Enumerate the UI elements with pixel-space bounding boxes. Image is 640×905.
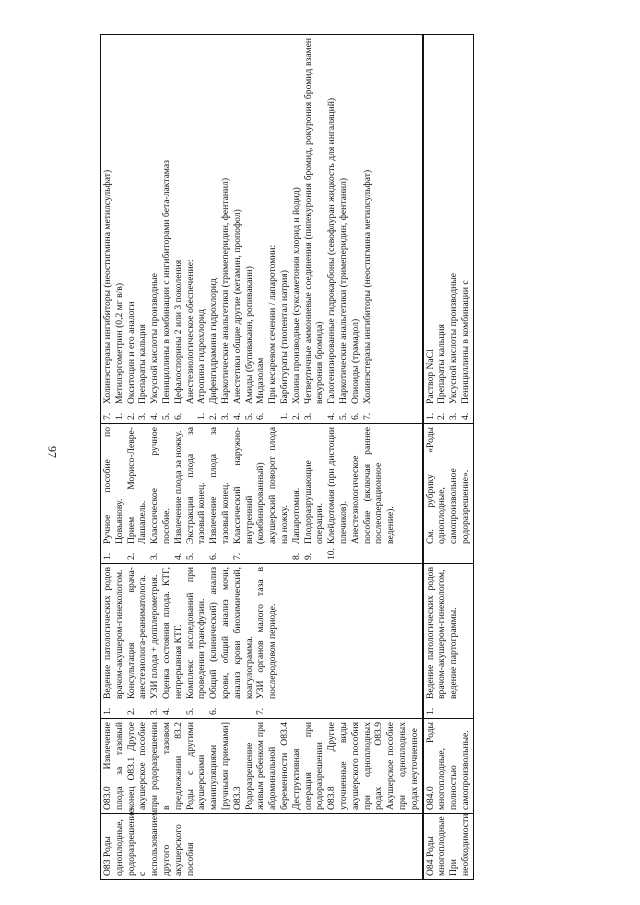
list-item (102, 38, 114, 420)
list-item (232, 427, 291, 560)
list-item (126, 38, 138, 420)
list-item (291, 38, 303, 420)
item-number: 6. (255, 412, 267, 420)
item-number: 4. (160, 707, 172, 715)
item-number: 1. (102, 707, 113, 715)
cell-diagnostics (423, 564, 474, 719)
item-number: 1. (424, 412, 436, 420)
item-number: 3. (137, 412, 149, 420)
item-number: 9. (302, 552, 314, 560)
item-text: Консультация врача-анестезиолога-реаниматолога. (125, 567, 149, 699)
item-number: 6. (208, 707, 220, 715)
item-number: 1. (102, 552, 113, 560)
cell-subcodes: O83.0 Извлечение плода за тазовый конец O83.1 Другое акушерское пособие при родоразрешении в тазовом предлежании 83.2 Роды с другими акушерскими манипуляциями [ручными приемами] O83.3 Родоразрешение живым ребенком при абдоминальной беременности O83.4 Деструктивная операция при родоразрешении O83.8 Другие уточненные виды акушерского пособия при одноплодных родах O83.9 Акушерское пособие при одноплодных родах неуточненное (101, 719, 423, 814)
cell-code: O83 Роды одноплодные, родоразрешение с использованием другого акушерского пособия (101, 814, 423, 880)
item-text: Препараты кальция (137, 324, 149, 404)
cell-drugs (423, 35, 474, 424)
item-text: Пенициллины в комбинации с ингибиторами бета-лактамаз (160, 160, 172, 404)
list-item (208, 427, 232, 560)
item-text: Четвертичные аммониевые соединения (пипекурония бромид, рокурония бромид взамен векурония бромида) (302, 38, 326, 404)
item-text: Анестезиологическое обеспечение: (184, 259, 196, 404)
item-number: 1. (113, 412, 125, 420)
list-item (137, 38, 149, 420)
item-number: 7. (255, 707, 267, 715)
list-item (448, 38, 460, 420)
list-item (173, 38, 185, 420)
list-item (196, 38, 208, 420)
list-item (161, 38, 173, 420)
list-item (460, 38, 472, 420)
item-number: 1. (196, 412, 208, 420)
item-text: Уксусной кислоты производные (448, 273, 460, 404)
item-number: 1. (278, 412, 290, 420)
item-number: 1. (424, 707, 436, 715)
list-item (220, 38, 232, 420)
list-item (291, 427, 303, 560)
item-number: 4. (172, 552, 184, 560)
item-number: 2. (290, 412, 302, 420)
cell-treatment (423, 424, 474, 564)
cell-diagnostics (101, 564, 423, 719)
cell-subcodes: O84.0 Роды многоплодные, полностью самопроизвольные. (423, 719, 474, 814)
item-number (425, 544, 472, 560)
item-number: 5. (337, 412, 349, 420)
item-text: Извлечение плода за ножку. (172, 430, 184, 544)
item-number: 8. (290, 552, 302, 560)
item-text: Комплекс исследований при проведении трансфузии. (184, 567, 208, 699)
cell-drugs (101, 35, 423, 424)
item-text: Наркотические анальгетики (тримеперидин, фентанил) (337, 177, 349, 404)
item-text: Галогенизированные гидрокарбоны (севофлуран жидкость для ингаляций) (326, 97, 338, 404)
list-item (425, 38, 437, 420)
item-text: Пенициллины в комбинации с (459, 280, 471, 404)
list-item (255, 38, 267, 420)
item-number: 7. (361, 412, 373, 420)
item-number (185, 404, 197, 420)
list-item (185, 427, 209, 560)
item-text: Экстракция плода за тазовый конец. (184, 427, 208, 544)
list-item (303, 38, 327, 420)
item-number: 2. (125, 552, 137, 560)
item-number: 3. (149, 552, 161, 560)
item-text: УЗИ органов малого таза в послеродовом периоде. (255, 567, 279, 699)
list-item (425, 567, 460, 715)
item-text: Ведение патологических родов врачом-акушером-гинекологом, ведение партограммы. (424, 567, 460, 699)
item-number: 3. (219, 412, 231, 420)
item-text: Уксусной кислоты производные (149, 273, 161, 404)
item-number: 4. (149, 412, 161, 420)
item-text: Цефалоспорины 2 или 3 поколения (172, 259, 184, 404)
item-text: Препараты кальция (436, 324, 448, 404)
list-item (436, 38, 448, 420)
list-item (126, 427, 150, 560)
list-item (350, 427, 397, 560)
list-item (232, 38, 244, 420)
list-item (185, 38, 197, 420)
item-text: Анестетики общие другие (кетамин, пропофол) (231, 209, 243, 404)
item-number: 4. (326, 412, 338, 420)
list-item (267, 38, 279, 420)
item-text: Метилэргометрин (0,2 мг в/в) (113, 282, 125, 404)
item-text: Наркотические анальгетики (тримеперидин, фентанил) (219, 177, 231, 404)
item-text: Извлечение плода за тазовый конец. (208, 427, 231, 544)
list-item (126, 567, 150, 715)
item-number: 3. (302, 412, 314, 420)
item-number: 7. (231, 552, 243, 560)
list-item (185, 567, 209, 715)
list-item (161, 567, 185, 715)
item-number: 4. (231, 412, 243, 420)
list-item (114, 38, 126, 420)
list-item (350, 38, 362, 420)
item-text: Атропина гидрохлорид (196, 309, 208, 404)
item-text: Холинэстеразы ингибиторы (неостигмина метилсульфат) (361, 169, 373, 404)
item-number: 6. (349, 412, 361, 420)
item-number (350, 544, 397, 560)
list-item (244, 38, 256, 420)
item-text: Холина производные (суксаметония хлорид и йодид) (290, 187, 302, 404)
list-item (338, 38, 350, 420)
list-item (425, 427, 472, 560)
item-text: Общий (клинический) анализ крови, общий анализ мочи, анализ крови биохимический, коагулограмма. (208, 567, 255, 699)
item-text: Клейдотомия (при дистоции плечиков). (326, 427, 349, 544)
item-text: Опиоиды (трамадол) (349, 318, 361, 404)
item-text: Мидазолам (255, 357, 267, 404)
item-number: 5. (184, 552, 196, 560)
item-text: Дифенгидрамина гидрохлорид (208, 278, 220, 404)
item-text: Ведение патологических родов врачом-акушером-гинекологом. (102, 567, 125, 699)
list-item (255, 567, 279, 715)
item-text: Лапаротомия. (290, 487, 302, 544)
item-number: 10. (326, 548, 338, 560)
item-text: Окситоцин и его аналоги (125, 301, 137, 404)
item-text: Классический наружно-внутренний (комбинированный) акушерский поворот плода на ножку. (231, 427, 290, 544)
item-number: 2. (436, 412, 448, 420)
item-text: Амиды (бупивакаин, ропивакаин) (243, 266, 255, 404)
item-number: 5. (160, 412, 172, 420)
cell-code: O84 Роды многоплодные При необходимости (423, 814, 474, 880)
list-item (149, 38, 161, 420)
item-number: 2. (125, 412, 137, 420)
item-text: Плодоразрушающие операции. (302, 460, 326, 544)
item-text: См. рубрику «Роды одноплодные, самопроизвольное родоразрешение». (424, 427, 471, 544)
item-text: Раствор NaCl (424, 349, 436, 404)
list-item (149, 567, 161, 715)
item-text: При кесаревом сечении / лапаротомии: (267, 244, 279, 404)
item-text: Классическое ручное пособие. (149, 427, 172, 544)
item-number: 2. (125, 707, 137, 715)
item-text: Ручное пособие по Цовьянову. (102, 427, 125, 544)
item-number: 6. (172, 412, 184, 420)
table-row-o84 (423, 35, 474, 880)
item-number: 5. (184, 707, 196, 715)
item-number: 5. (243, 412, 255, 420)
list-item (102, 427, 126, 560)
item-text: УЗИ плода + допплерометрия. (149, 574, 161, 699)
item-number: 7. (102, 412, 113, 420)
list-item (362, 38, 374, 420)
cell-treatment (101, 424, 423, 564)
list-item (326, 38, 338, 420)
list-item (102, 567, 126, 715)
item-text: Прием Морисо-Левре-Лашапель. (125, 427, 149, 544)
item-number: 3. (149, 707, 161, 715)
item-number (267, 404, 279, 420)
rotated-table-container (100, 35, 610, 880)
clinical-table (100, 34, 474, 880)
item-text: Оценка состояния плода. КТГ, непрерывная КТГ. (160, 567, 184, 699)
table-row-o83 (101, 35, 423, 880)
item-number: 2. (208, 412, 220, 420)
item-text: Холинэстеразы ингибиторы (неостигмина метилсульфат) (102, 169, 113, 404)
item-text: Барбитураты (тиопентал натрия) (278, 270, 290, 404)
list-item (149, 427, 173, 560)
list-item (208, 567, 255, 715)
item-text: Анестезиологическое пособие (включая раннее послеоперационное ведение). (349, 427, 397, 544)
list-item (303, 427, 327, 560)
item-number: 4. (459, 412, 471, 420)
list-item (173, 427, 185, 560)
list-item (279, 38, 291, 420)
item-number: 6. (208, 552, 220, 560)
item-number: 3. (448, 412, 460, 420)
page-number: 97 (45, 446, 60, 458)
list-item (208, 38, 220, 420)
list-item (326, 427, 350, 560)
